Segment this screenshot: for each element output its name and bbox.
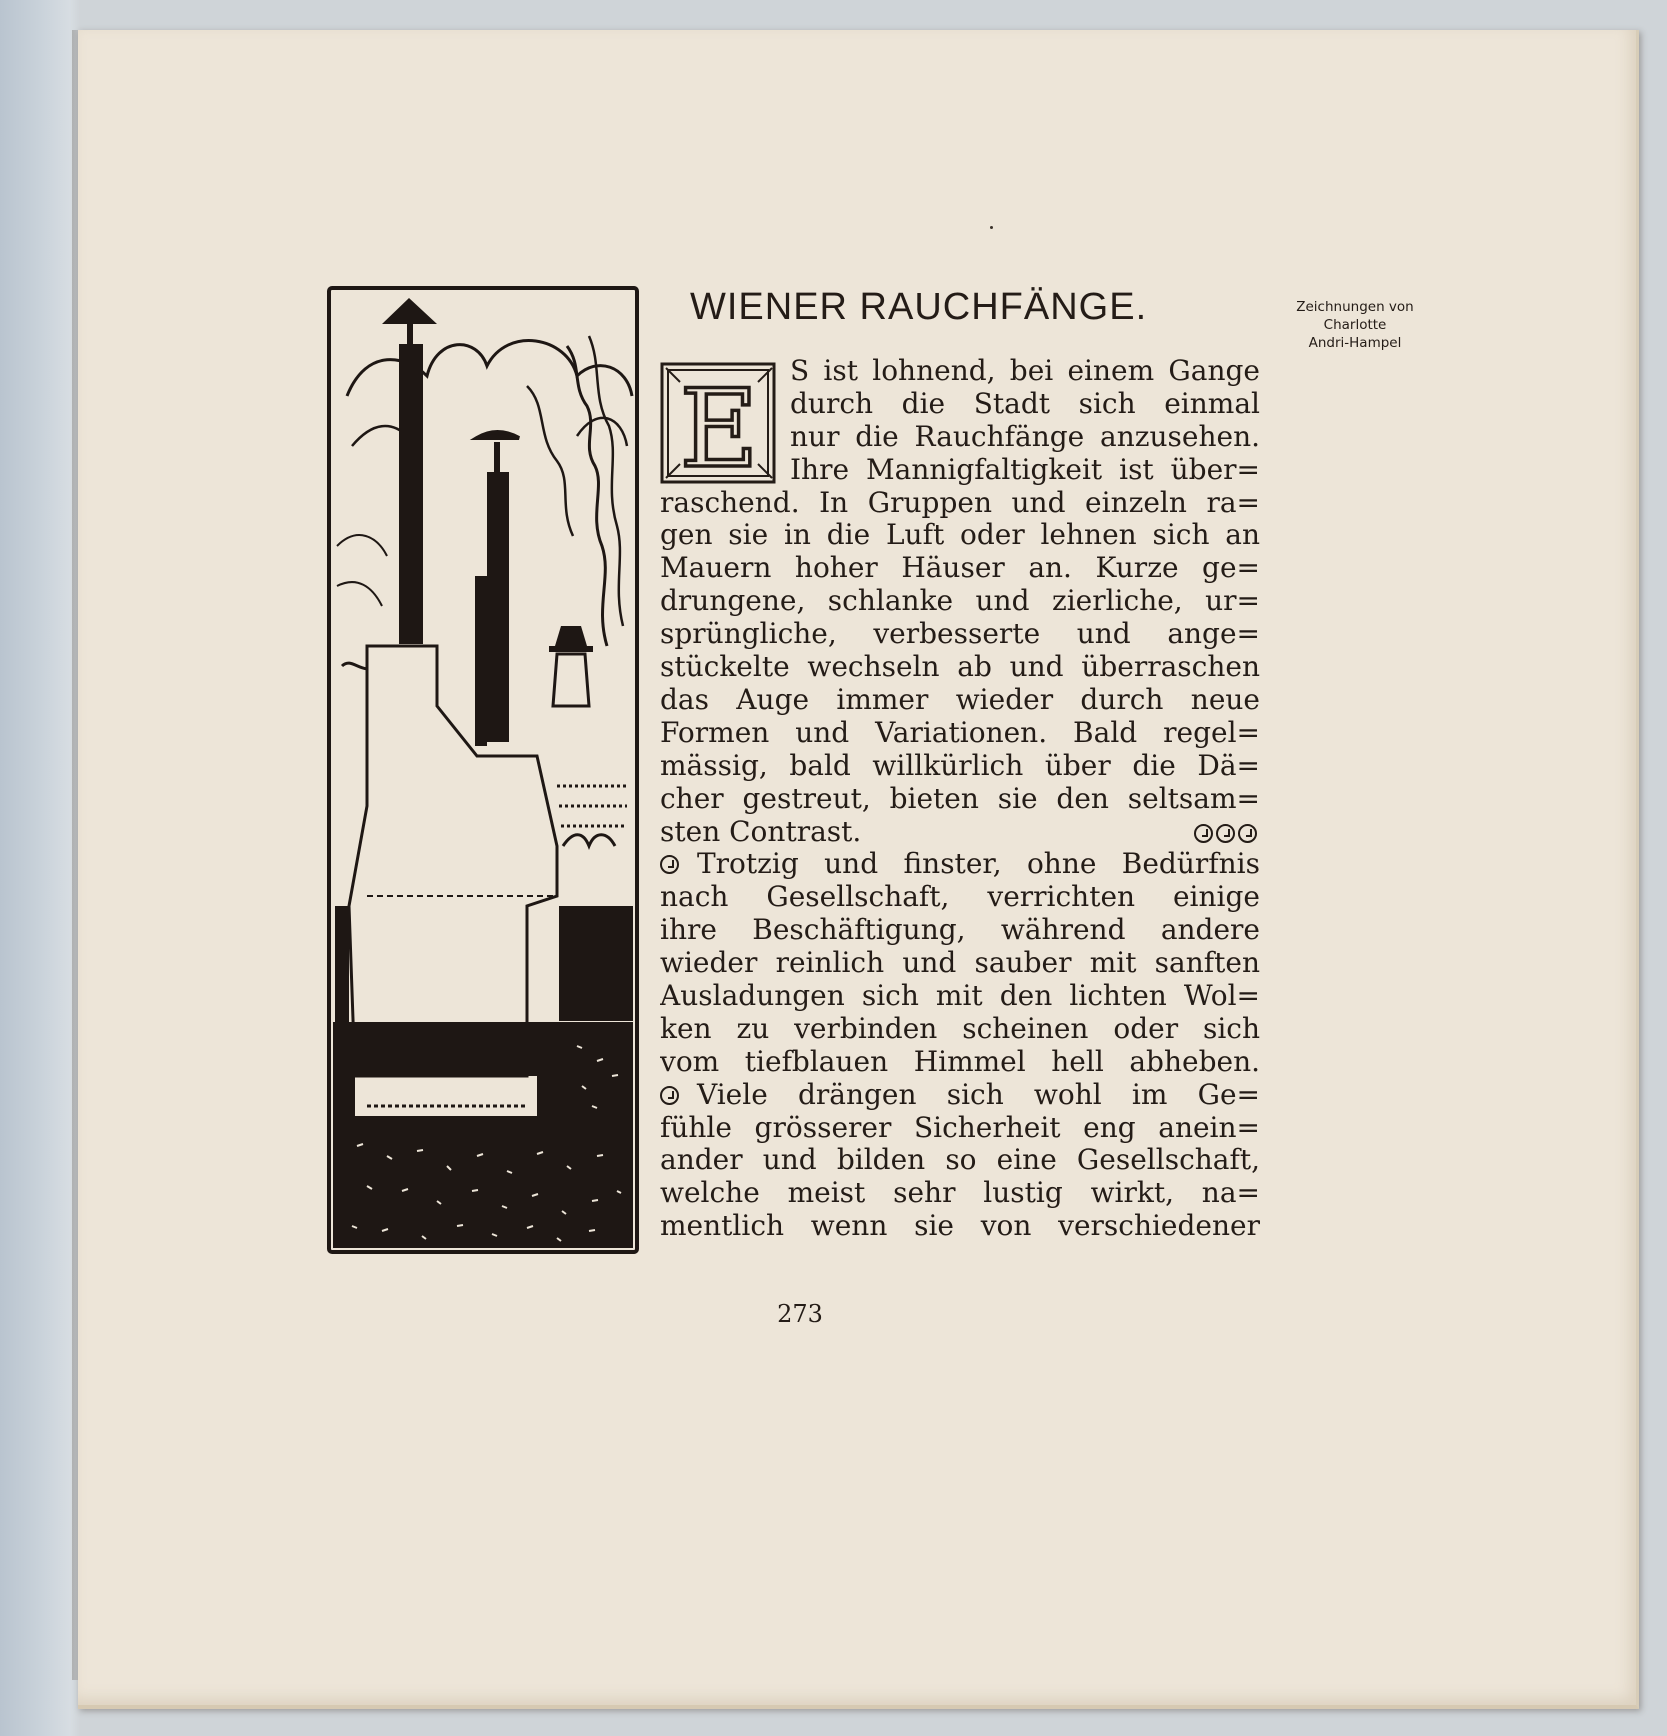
text-line: mässig, bald willkürlich über die Dä= xyxy=(660,749,1260,782)
credit-line: Andri-Hampel xyxy=(1308,335,1402,351)
swirl-ornament-icon xyxy=(660,1086,679,1105)
text-line: Viele drängen sich wohl im Ge= xyxy=(697,1077,1260,1111)
swirl-ornament-icon xyxy=(1238,824,1257,843)
text-line: raschend. In Gruppen und einzeln ra= xyxy=(660,486,1260,519)
text-line: nur die Rauchfänge anzusehen. xyxy=(790,420,1260,453)
text-line: nach Gesellschaft, verrichten einige xyxy=(660,881,1260,914)
paragraph-start-line xyxy=(660,848,1260,881)
article-title: WIENER RAUCHFÄNGE. xyxy=(690,286,1148,328)
paragraph-start-line xyxy=(660,1079,1260,1112)
paragraph-end-line xyxy=(660,816,1260,849)
text-line: Formen und Variationen. Bald regel= xyxy=(660,716,1260,749)
text-line: ihre Beschäftigung, während andere xyxy=(660,914,1260,947)
text-line: mentlich wenn sie von verschiedener xyxy=(660,1210,1260,1243)
text-line: sprüngliche, verbesserte und ange= xyxy=(660,618,1260,651)
text-line: sten Contrast. xyxy=(660,814,862,848)
initial-paragraph-lines xyxy=(790,355,1260,487)
paper-speck xyxy=(990,226,993,229)
decorative-initial xyxy=(660,362,778,486)
illustration-credit xyxy=(1272,298,1438,352)
ornament-group xyxy=(1194,816,1260,849)
illustration-svg xyxy=(327,286,639,1254)
text-line: Mauern hoher Häuser an. Kurze ge= xyxy=(660,552,1260,585)
chimneys-woodcut-illustration xyxy=(327,286,639,1254)
initial-frame-svg xyxy=(660,362,778,486)
swirl-ornament-icon xyxy=(1194,824,1213,843)
text-line: S ist lohnend, bei einem Gange xyxy=(790,355,1260,387)
swirl-ornament-icon xyxy=(660,855,679,874)
text-line: stückelte wechseln ab und überraschen xyxy=(660,651,1260,684)
text-line: ken zu verbinden scheinen oder sich xyxy=(660,1012,1260,1045)
page-number: 273 xyxy=(777,1300,823,1328)
text-line: Ihre Mannigfaltigkeit ist über= xyxy=(790,453,1260,486)
credit-line: Zeichnungen von xyxy=(1296,299,1414,315)
text-line: das Auge immer wieder durch neue xyxy=(660,683,1260,716)
text-line: cher gestreut, bieten sie den seltsam= xyxy=(660,782,1260,815)
text-line: vom tiefblauen Himmel hell abheben. xyxy=(660,1045,1260,1078)
text-line: gen sie in die Luft oder lehnen sich an xyxy=(660,519,1260,552)
text-line: drungene, schlanke und zierliche, ur= xyxy=(660,585,1260,618)
text-line: durch die Stadt sich einmal xyxy=(790,387,1260,420)
text-line: fühle grösserer Sicherheit eng anein= xyxy=(660,1111,1260,1144)
text-line: ander und bilden so eine Gesellschaft, xyxy=(660,1144,1260,1177)
credit-line: Charlotte xyxy=(1323,317,1387,333)
text-line: welche meist sehr lustig wirkt, na= xyxy=(660,1177,1260,1210)
article-body xyxy=(660,487,1260,1243)
initial-letter: E xyxy=(679,367,759,486)
text-line: Ausladungen sich mit den lichten Wol= xyxy=(660,979,1260,1012)
swirl-ornament-icon xyxy=(1216,824,1235,843)
text-line: Trotzig und finster, ohne Bedürfnis xyxy=(697,847,1260,881)
text-line: wieder reinlich und sauber mit sanften xyxy=(660,947,1260,980)
